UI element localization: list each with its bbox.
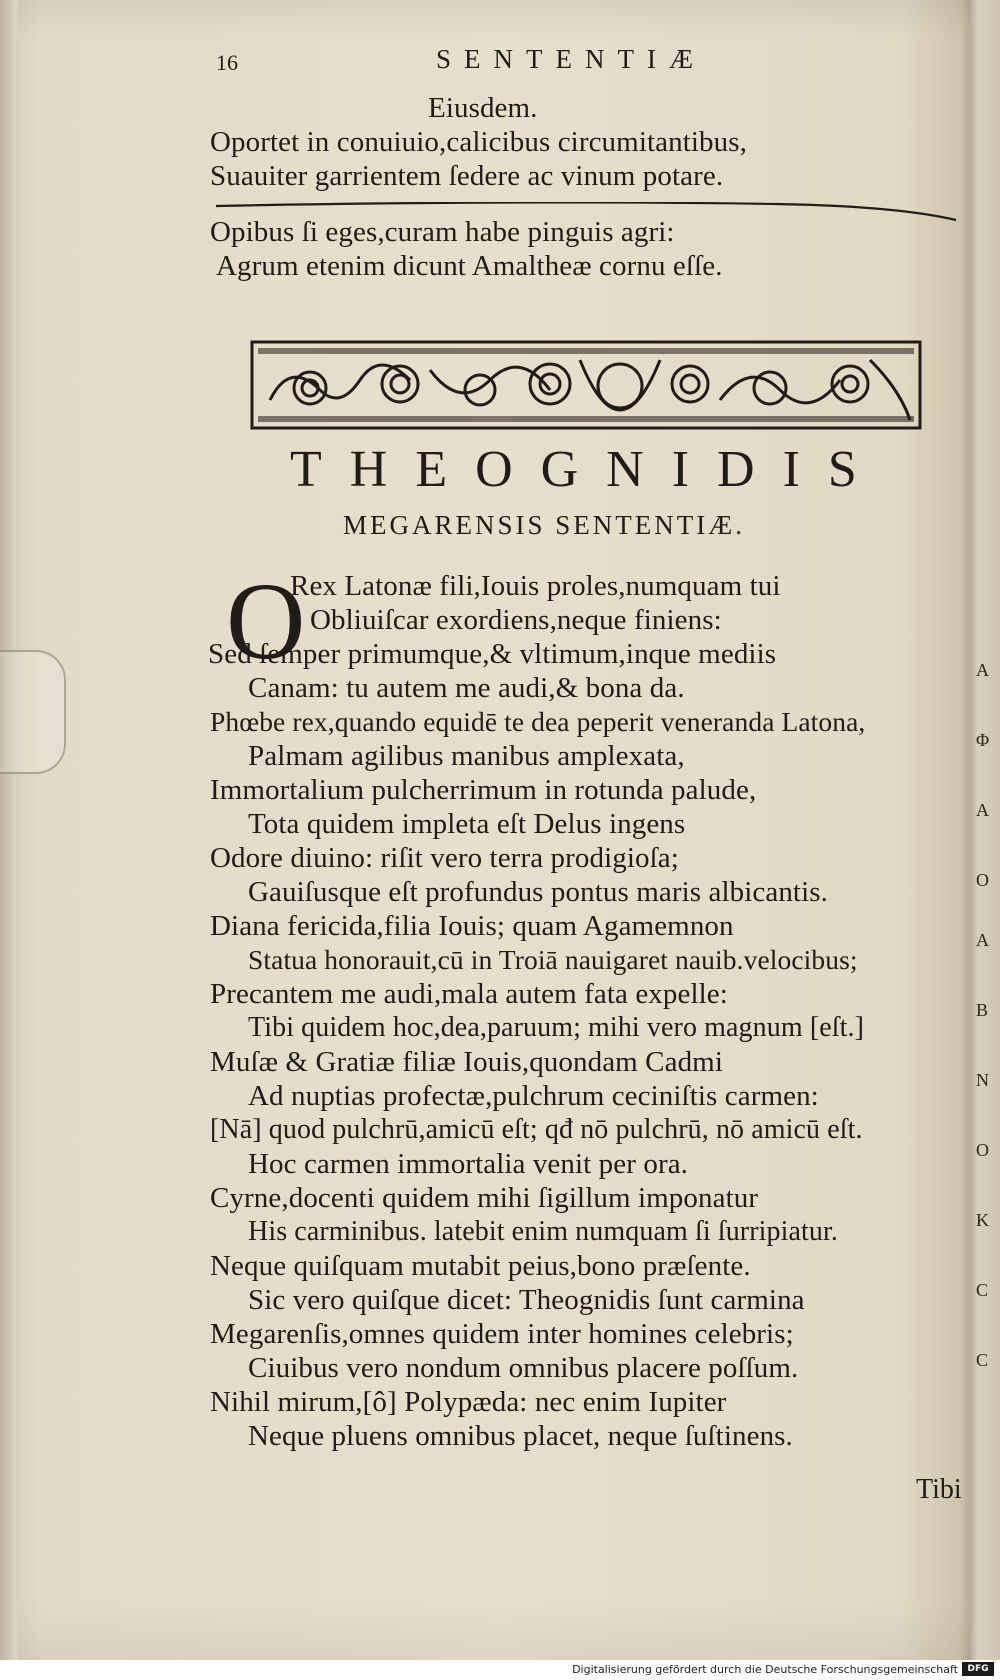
section-heading: Eiusdem. [428,92,538,124]
verse-line: Megarenſis,omnes quidem inter homines celebris; [210,1318,794,1350]
adjacent-fragment: Φ [976,730,990,750]
digitization-footer [0,1660,1000,1680]
page-clip-shadow [0,650,66,774]
verse-line: Cyrne,docenti quidem mihi ſigillum imponatur [210,1182,759,1214]
dfg-logo: DFG [962,1662,994,1676]
adjacent-page-edge [970,0,1000,1680]
adjacent-fragment: B [976,1000,989,1020]
adjacent-fragment: C [976,1280,989,1300]
verse-line: [Nā] quod pulchrū,amicū eſt; qđ nō pulchrū, nō amicū eſt. [210,1114,863,1145]
verse-line: His carminibus. latebit enim numquam ſi ſurripiatur. [248,1216,838,1247]
verse-line: Palmam agilibus manibus amplexata, [248,740,685,772]
page-number: 16 [216,50,238,75]
drop-cap: O [226,560,306,682]
verse-line: Neque quiſquam mutabit peius,bono præſente. [210,1250,751,1282]
verse-line: Rex Latonæ fili,Iouis proles,numquam tui [290,570,781,602]
verse-line: Suauiter garrientem ſedere ac vinum potare. [210,160,724,192]
verse-line: Obliuiſcar exordiens,neque finiens: [310,604,722,636]
verse-line: Immortalium pulcherrimum in rotunda palude, [210,774,757,806]
work-subtitle: MEGARENSIS SENTENTIÆ. [343,510,746,540]
verse-line: Canam: tu autem me audi,& bona da. [248,672,685,704]
verse-line: Odore diuino: riſit vero terra prodigioſa; [210,842,679,874]
verse-line: Ciuibus vero nondum omnibus placere poſſum. [248,1352,799,1384]
verse-line: Tibi quidem hoc,dea,paruum; mihi vero magnum [eſt.] [248,1012,865,1043]
verse-line: Statua honorauit,cū in Troiā nauigaret nauib.velocibus; [248,944,858,975]
verse-line: Gauiſusque eſt profundus pontus maris albicantis. [248,876,828,908]
verse-line: Phœbe rex,quando equidē te dea peperit veneranda Latona, [210,706,866,737]
verse-line: Hoc carmen immortalia venit per ora. [248,1148,689,1180]
verse-line: Muſæ & Gratiæ filiæ Iouis,quondam Cadmi [210,1046,723,1078]
decorative-headpiece-ornament [250,340,922,430]
adjacent-fragment: O [976,870,989,890]
verse-line: Neque pluens omnibus placet, neque ſuſtinens. [248,1420,793,1452]
verse-line: Diana fericida,filia Iouis; quam Agamemnon [210,910,734,942]
adjacent-fragment: A [976,930,989,950]
verse-line: Nihil mirum,[ô] Polypæda: nec enim Iupiter [210,1386,727,1418]
book-page [18,0,973,1660]
verse-line: Sed ſemper primumque,& vltimum,inque mediis [208,638,777,670]
adjacent-fragment: O [976,1140,989,1160]
adjacent-fragment: A [976,660,989,680]
adjacent-fragment: K [976,1210,989,1230]
verse-line: Precantem me audi,mala autem fata expelle: [210,978,728,1010]
verse-line: Agrum etenim dicunt Amaltheæ cornu eſſe. [216,250,723,282]
work-title: THEOGNIDIS [290,441,885,498]
verse-line: Oportet in conuiuio,calicibus circumitantibus, [210,126,747,158]
adjacent-fragment: C [976,1350,989,1370]
footer-credit: Digitalisierung gefördert durch die Deutsche Forschungsgemeinschaft [572,1663,958,1676]
adjacent-fragment: N [976,1070,989,1090]
running-head: SENTENTIÆ [436,44,706,74]
catchword: Tibi [916,1474,962,1505]
verse-line: Sic vero quiſque dicet: Theognidis ſunt carmina [248,1284,805,1316]
verse-line: Tota quidem impleta eſt Delus ingens [248,808,686,840]
verse-line: Ad nuptias profectæ,pulchrum ceciniſtis carmen: [248,1080,819,1112]
adjacent-fragment: A [976,800,989,820]
verse-line: Opibus ſi eges,curam habe pinguis agri: [210,216,675,248]
